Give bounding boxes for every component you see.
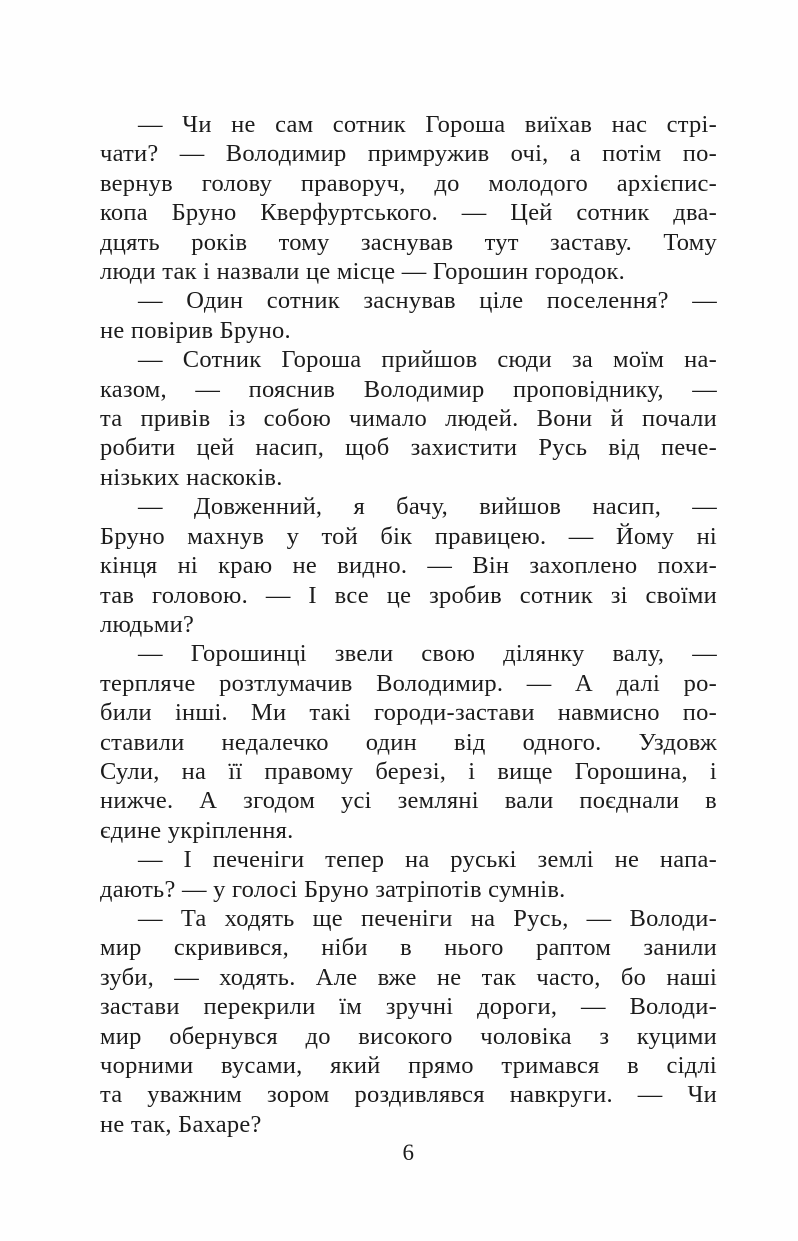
text-line: мир скривився, ніби в нього раптом занили	[100, 934, 717, 962]
text-line: ставили недалечко один від одного. Уздовж	[100, 728, 717, 756]
paragraph	[100, 639, 717, 845]
paragraph	[100, 904, 717, 1139]
text-line: — Чи не сам сотник Гороша виїхав нас стрі-	[138, 111, 717, 138]
text-line: — І печеніги тепер на руські землі не напа-	[138, 846, 717, 874]
text-line: Сули, на її правому березі, і вище Горошина, і	[100, 757, 717, 785]
text-line: кінця ні краю не видно. — Він захоплено похи-	[100, 552, 717, 580]
text-line: Бруно махнув у той бік правицею. — Йому ні	[100, 522, 717, 550]
text-line: застави перекрили їм зручні дороги, — Володи-	[100, 993, 717, 1021]
text-line: нижче. А згодом усі земляні вали поєднали в	[100, 787, 717, 815]
text-line: терпляче розтлумачив Володимир. — А далі ро-	[100, 669, 717, 697]
text-line: — Один сотник заснував ціле поселення? —	[138, 287, 717, 315]
text-block	[100, 110, 717, 1139]
page-number: 6	[402, 1140, 415, 1165]
paragraph	[100, 110, 717, 286]
text-line: не повірив Бруно.	[100, 316, 291, 344]
text-line: чорними вусами, який прямо тримався в сідлі	[100, 1052, 717, 1079]
paragraph	[100, 345, 717, 492]
text-line: нізьких наскоків.	[100, 463, 283, 491]
text-line: били інші. Ми такі городи-застави навмисно по-	[100, 699, 717, 727]
text-line: — Та ходять ще печеніги на Русь, — Володи-	[138, 904, 717, 932]
text-line: та уважним зором роздивлявся навкруги. — Чи	[100, 1081, 717, 1109]
text-line: дцять років тому заснував тут заставу. Тому	[100, 228, 717, 256]
text-line: людьми?	[100, 610, 195, 638]
text-line: тав головою. — І все це зробив сотник зі своїми	[100, 581, 717, 609]
paragraph	[100, 845, 717, 904]
text-line: дають? — у голосі Бруно затріпотів сумнів.	[100, 875, 566, 903]
text-line: копа Бруно Кверфуртського. — Цей сотник два-	[100, 199, 717, 227]
text-line: — Горошинці звели свою ділянку валу, —	[138, 640, 717, 668]
text-line: — Довженний, я бачу, вийшов насип, —	[138, 493, 717, 521]
text-line: вернув голову праворуч, до молодого архієпис-	[100, 169, 717, 197]
text-line: чати? — Володимир примружив очі, а потім по-	[100, 140, 717, 168]
text-line: та привів із собою чимало людей. Вони й почали	[100, 405, 717, 433]
text-line: зуби, — ходять. Але вже не так часто, бо наші	[100, 963, 717, 991]
text-line: не так, Бахаре?	[100, 1110, 262, 1138]
paragraph	[100, 492, 717, 639]
text-line: люди так і назвали це місце — Горошин городок.	[100, 258, 626, 286]
paragraph	[100, 286, 717, 345]
text-line: єдине укріплення.	[100, 816, 294, 844]
text-line: мир обернувся до високого чоловіка з куцими	[100, 1022, 717, 1050]
text-line: робити цей насип, щоб захистити Русь від пече-	[100, 434, 717, 462]
text-line: казом, — пояснив Володимир проповіднику, —	[100, 375, 717, 403]
text-line: — Сотник Гороша прийшов сюди за моїм на-	[138, 346, 717, 374]
